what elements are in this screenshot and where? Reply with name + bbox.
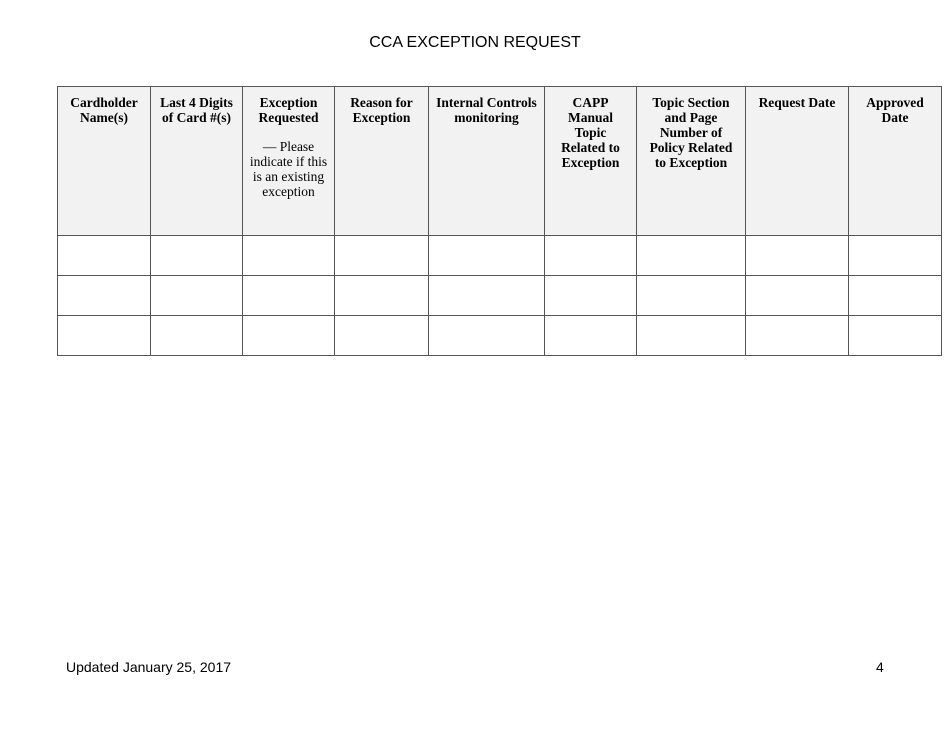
table-cell[interactable] — [429, 316, 545, 356]
table-cell[interactable] — [151, 276, 243, 316]
header-label: Approved Date — [866, 95, 924, 125]
table-row — [58, 316, 942, 356]
header-topic-section — [637, 87, 746, 236]
table-cell[interactable] — [335, 316, 429, 356]
table-cell[interactable] — [849, 236, 942, 276]
table-cell[interactable] — [637, 276, 746, 316]
table-cell[interactable] — [429, 236, 545, 276]
table-cell[interactable] — [335, 236, 429, 276]
exception-request-table — [57, 86, 942, 356]
table-cell[interactable] — [849, 276, 942, 316]
page-number: 4 — [876, 659, 884, 675]
header-reason-for-exception — [335, 87, 429, 236]
table-cell[interactable] — [151, 316, 243, 356]
header-approved-date — [849, 87, 942, 236]
table-cell[interactable] — [746, 236, 849, 276]
header-capp-manual-topic — [545, 87, 637, 236]
table-cell[interactable] — [58, 276, 151, 316]
header-last-4-digits — [151, 87, 243, 236]
header-label: Request Date — [758, 95, 836, 110]
header-label: Exception Requested — [258, 95, 319, 125]
header-note: — Please indicate if this is an existing exception — [249, 139, 328, 199]
table-cell[interactable] — [429, 276, 545, 316]
table-cell[interactable] — [151, 236, 243, 276]
table-cell[interactable] — [243, 236, 335, 276]
table-cell[interactable] — [545, 316, 637, 356]
table-cell[interactable] — [637, 316, 746, 356]
header-internal-controls — [429, 87, 545, 236]
table-cell[interactable] — [58, 236, 151, 276]
header-cardholder-names — [58, 87, 151, 236]
table-row — [58, 236, 942, 276]
header-request-date — [746, 87, 849, 236]
table-row — [58, 276, 942, 316]
header-label: Cardholder Name(s) — [70, 95, 138, 125]
table-cell[interactable] — [58, 316, 151, 356]
header-label: Reason for Exception — [350, 95, 413, 125]
table-cell[interactable] — [746, 316, 849, 356]
table-cell[interactable] — [849, 316, 942, 356]
table-cell[interactable] — [746, 276, 849, 316]
table-cell[interactable] — [243, 316, 335, 356]
table-cell[interactable] — [637, 236, 746, 276]
table-cell[interactable] — [243, 276, 335, 316]
header-label: CAPP Manual Topic Related to Exception — [561, 95, 620, 170]
page-title: CCA EXCEPTION REQUEST — [369, 34, 581, 51]
table-cell[interactable] — [335, 276, 429, 316]
header-exception-requested — [243, 87, 335, 236]
header-label: Internal Controls monitoring — [436, 95, 537, 125]
table-cell[interactable] — [545, 236, 637, 276]
table-cell[interactable] — [545, 276, 637, 316]
header-label: Topic Section and Page Number of Policy Related to Exception — [649, 95, 733, 170]
header-label: Last 4 Digits of Card #(s) — [160, 95, 233, 125]
header-row — [58, 87, 942, 236]
footer-updated-date: Updated January 25, 2017 — [66, 659, 232, 675]
